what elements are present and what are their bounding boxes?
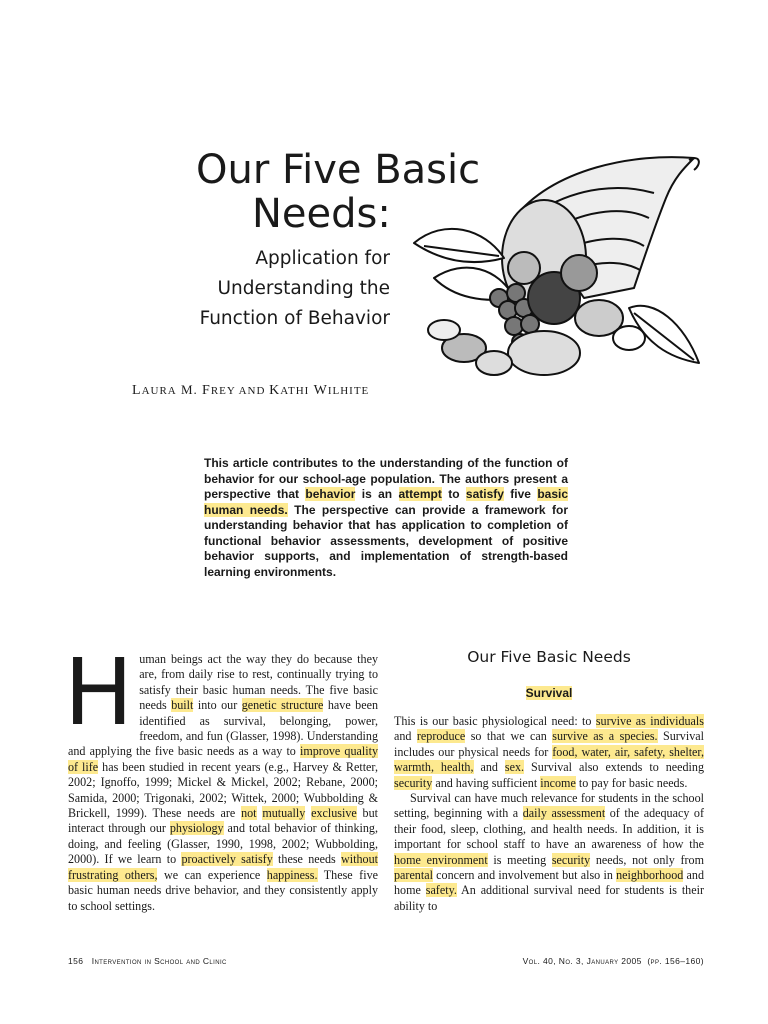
highlight: parental [394,868,433,883]
highlight: survive as a species. [552,729,658,744]
page-range: (pp. 156–160) [647,956,704,966]
author-2-first: ATHI [280,385,310,397]
body-text: so that we can [465,729,553,744]
highlight: sex. [504,760,525,775]
body-text: to pay for basic needs. [575,775,688,790]
body-text: This is our basic physiological need: to [394,714,596,728]
body-text: Survival can have much relevance for students in the school setting, beginning with a [394,791,704,821]
highlight: food, water, air, safety, shelter, warmth, health, [394,744,704,775]
highlight: physiology [169,821,224,836]
cornucopia-illustration [404,148,704,394]
left-column [64,639,379,914]
subsection-label: Survival [525,686,573,700]
author-2-initial: K [269,383,281,398]
author-1-last-initial: F [202,383,211,398]
survival-paragraph-1 [394,714,704,791]
body-text: we can experience [157,867,267,882]
author-and: AND [235,385,270,397]
body-text: but interact through our [68,806,378,836]
highlight: security [551,852,591,867]
abstract-text: This article contributes to the understanding of the function of behavior for our school-age population. The authors present a perspective that [204,456,568,501]
highlight: improve quality of life [68,744,378,774]
highlight: behavior [305,487,356,501]
author-1-middle: M. [176,382,203,397]
body-text: has been studied in recent years (e.g., Harvey & Retter, 2002; Ignoffo, 1999; Mickel & Mickel, 2002; Rebane, 2000; Samida, 2000; Trigonaki, 2002; Wittek, 2000; Wubbolding & Brickell, 1999). These needs are [68,759,378,821]
highlight: built [171,698,194,713]
highlight: exclusive [311,806,357,821]
page-number: 156 [68,956,84,966]
highlight: neighborhood [616,868,684,883]
body-text: have been identified as survival, belonging, power, freedom, and fun (Glasser, 1998). Understanding and applying the five basic needs as a way to [68,698,378,759]
highlight: security [394,775,433,790]
highlight: home environment [394,852,488,867]
highlight: basic human needs. [204,487,568,517]
author-1-first: AURA [141,385,177,397]
highlight: attempt [398,487,442,501]
highlight: daily assessment [522,806,606,821]
body-text: and having sufficient [432,775,541,790]
body-text: and [394,729,417,744]
body-text: Survival also extends to needing [524,760,705,775]
body-text: of the adequacy of their food, sleep, clothing, and health needs. In addition, it is important for school staff to have an awareness of how the [394,806,704,852]
footer-left [68,956,227,966]
abstract [204,456,568,580]
body-text: and home [394,868,704,898]
title-line-2: Needs: [252,191,391,237]
highlight: happiness. [266,867,318,882]
abstract-text: is an [355,487,399,501]
body-text: needs, not only from [590,852,704,867]
author-2-last: ILHITE [327,385,370,397]
subtitle-line-2: Understanding the [217,278,390,299]
survival-paragraph-2 [394,791,704,914]
highlight: income [540,775,576,790]
subtitle-line-1: Application for [255,248,390,269]
body-text: into our [193,698,242,713]
abstract-text: to [441,487,466,501]
highlight: proactively satisfy [181,852,273,867]
subsection-heading [394,686,704,700]
body-text: and total behavior of thinking, doing, and feeling (Glasser, 1990, 1998, 2002; Wubbolding, 2000). If we learn to [68,821,379,867]
title-line-1: Our Five Basic [196,147,481,193]
highlight: safety. [425,883,457,898]
article-subtitle [140,244,390,334]
highlight: reproduce [416,729,466,744]
body-text: these needs [272,852,342,867]
highlight: genetic structure [241,698,324,713]
author-1-initial: L [132,383,142,398]
body-text: concern and involvement but also in [432,868,617,883]
author-2-last-initial: W [313,383,328,398]
right-column [394,714,704,914]
journal-name: Intervention in School and Clinic [91,956,227,966]
subtitle-line-3: Function of Behavior [199,308,390,329]
highlight: not [241,806,257,821]
intro-paragraph [64,639,379,914]
abstract-text: The perspective can provide a framework for understanding behavior that has application to completion of functional behavior assessments, development of positive behavior supports, and implementation of strength-based learning environments. [204,502,568,579]
body-text: is meeting [487,852,552,867]
author-1-last: REY [210,385,236,397]
highlight: without frustrating others, [68,852,378,882]
highlight: mutually [262,806,306,821]
footer-right [494,956,704,966]
body-text: and [473,760,505,775]
highlight: satisfy [465,487,504,501]
drop-cap: H [64,639,134,746]
abstract-text: five [503,487,538,501]
issue-info: Vol. 40, No. 3, January 2005 [522,956,642,966]
body-text: An additional survival need for students is their ability to [394,883,704,913]
body-text: Survival includes our physical needs for [394,729,704,759]
author-line [132,382,369,399]
body-text: These five basic human needs drive behavior, and they consistently apply to school settings. [68,867,378,913]
section-heading: Our Five Basic Needs [467,648,631,666]
body-text: uman beings act the way they do because they are, from daily rise to rest, continually trying to satisfy their basic human needs. The five basic needs [139,652,378,713]
highlight: survive as individuals [595,714,704,728]
